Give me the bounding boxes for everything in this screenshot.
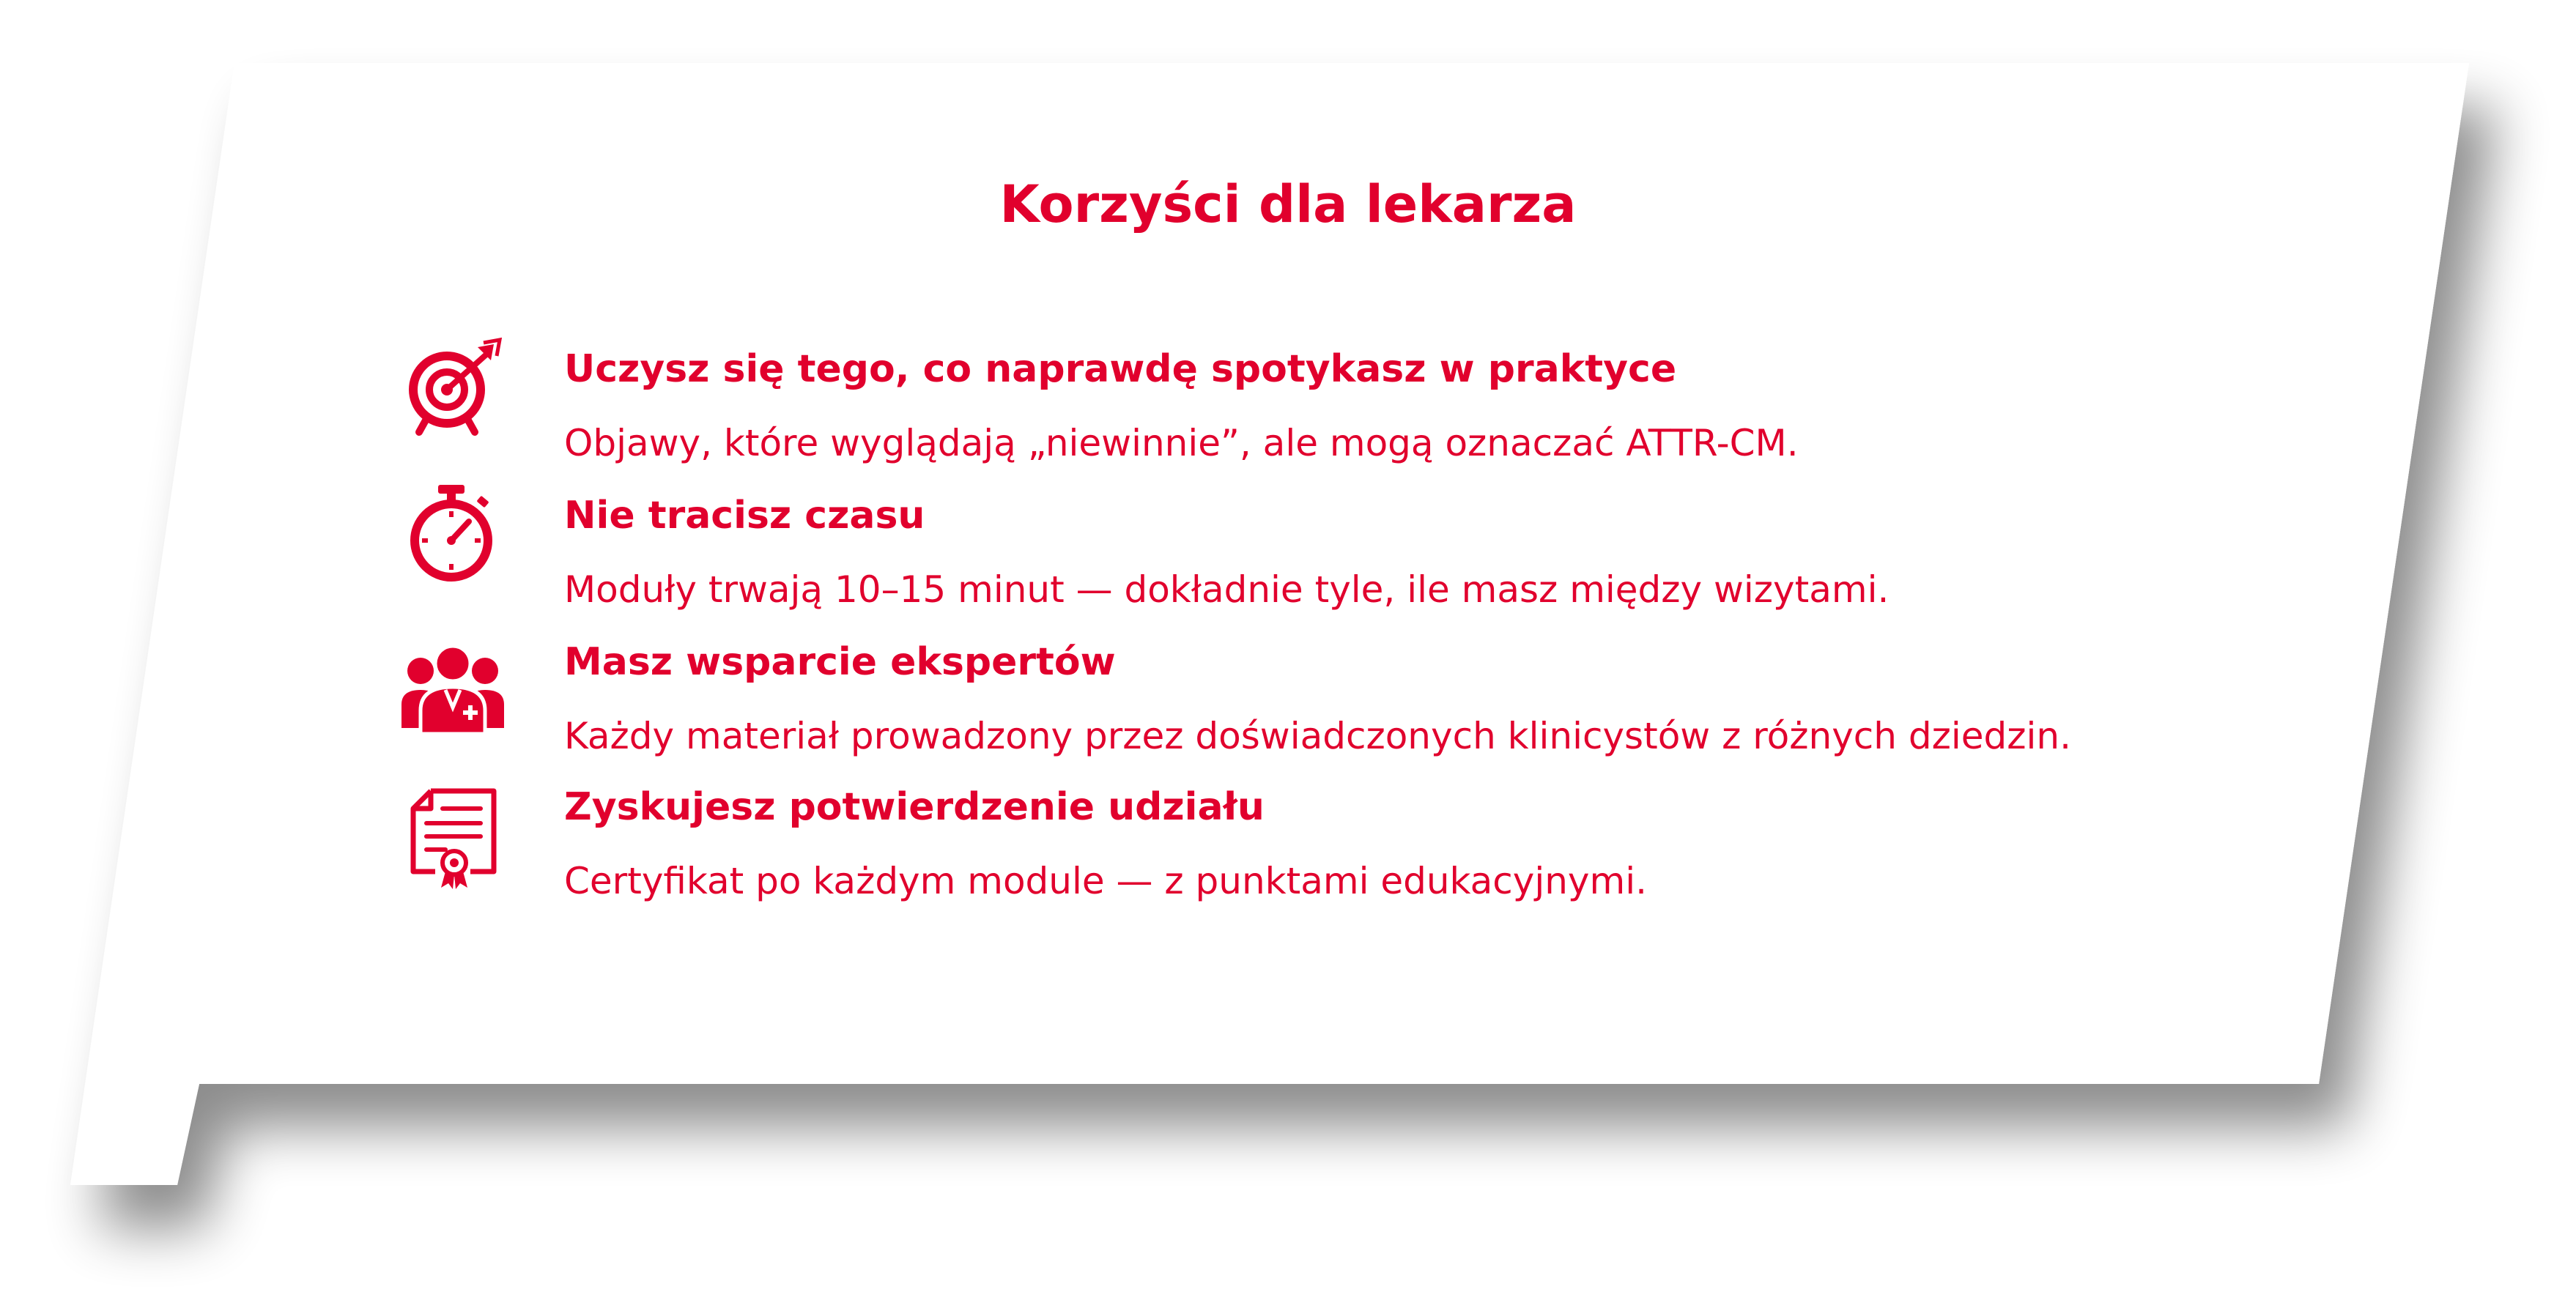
stopwatch-icon <box>401 482 504 584</box>
benefit-heading: Nie tracisz czasu <box>564 494 925 538</box>
target-icon <box>401 337 504 439</box>
certificate-icon <box>401 787 504 889</box>
benefit-description: Certyfikat po każdym module — z punktami edukacyjnymi. <box>564 860 1648 902</box>
benefit-description: Objawy, które wyglądają „niewinnie”, ale mogą oznaczać ATTR-CM. <box>564 422 1799 464</box>
benefit-heading: Zyskujesz potwierdzenie udziału <box>564 785 1265 829</box>
benefit-heading: Masz wsparcie ekspertów <box>564 640 1116 684</box>
medical-team-icon <box>401 634 504 737</box>
benefit-description: Moduły trwają 10–15 minut — dokładnie tyle, ile masz między wizytami. <box>564 568 1890 611</box>
benefit-description: Każdy materiał prowadzony przez doświadczonych klinicystów z różnych dziedzin. <box>564 715 2071 757</box>
page-title: Korzyści dla lekarza <box>999 174 1577 234</box>
benefit-heading: Uczysz się tego, co naprawdę spotykasz w praktyce <box>564 347 1677 391</box>
